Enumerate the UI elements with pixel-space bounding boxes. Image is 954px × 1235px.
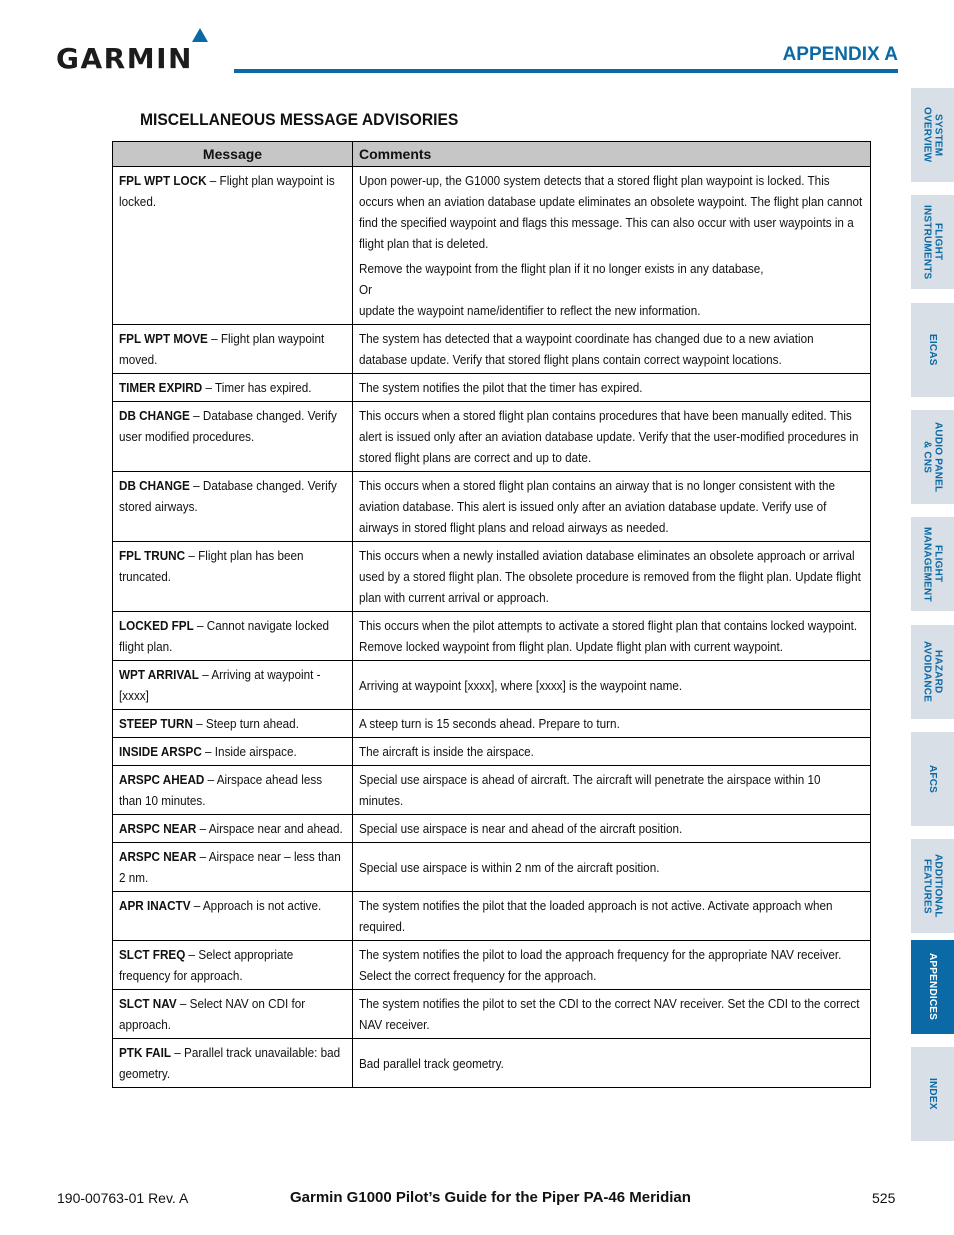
section-tab-afcs[interactable] [911,732,954,826]
table-row [113,472,871,542]
message-cell: DB CHANGE – Database changed. Verify user modified procedures. [113,402,353,472]
section-tab-audio-panel-cns[interactable] [911,410,954,504]
message-cell: FPL WPT LOCK – Flight plan waypoint is locked. [113,167,353,325]
comment-cell [353,766,871,815]
comment-paragraph: This occurs when the pilot attempts to activate a stored flight plan that contains locked waypoint. Remove locked waypoint from flight plan. Update flight plan with current waypoint. [359,618,858,654]
message-description: Database changed. Verify user modified procedures. [119,408,337,444]
table-row [113,941,871,990]
comment-paragraph: This occurs when a newly installed aviation database eliminates an obsolete approach or arrival used by a stored flight plan. The obsolete procedure is removed from the flight plan. Update flight plan with current arrival or approach. [359,548,861,605]
table-row [113,892,871,941]
section-tab-label: APPENDICES [927,953,938,1021]
message-code: FPL WPT MOVE [119,331,208,346]
table-row [113,815,871,843]
message-cell: DB CHANGE – Database changed. Verify stored airways. [113,472,353,542]
section-tab-label: AUDIO PANEL & CNS [921,421,944,493]
message-code: DB CHANGE [119,408,190,423]
section-tab-label: HAZARD AVOIDANCE [921,641,944,703]
message-description: Select NAV on CDI for approach. [119,996,306,1032]
table-header-row [113,142,871,167]
message-description: Approach is not active. [202,898,322,913]
message-cell: SLCT NAV – Select NAV on CDI for approach. [113,990,353,1039]
message-code: SLCT FREQ [119,947,186,962]
comment-cell [353,661,871,710]
message-code: ARSPC NEAR [119,821,197,836]
message-cell: PTK FAIL – Parallel track unavailable: bad geometry. [113,1039,353,1088]
comment-paragraph: The system notifies the pilot to load the approach frequency for the appropriate NAV receiver. Select the correct frequency for the approach. [359,947,842,983]
comment-paragraph: This occurs when a stored flight plan contains an airway that is no longer consistent with the aviation database. This alert is issued only after an aviation database update. Verify use of airways in stored flight plans and reload airways as needed. [359,478,836,535]
comment-paragraph: This occurs when a stored flight plan contains procedures that have been manually edited. This alert is issued only after an aviation database update. Verify that the user-modified procedures in stored flight plans are correct and up to date. [359,408,859,465]
section-tab-label: ADDITIONAL FEATURES [921,854,944,918]
comment-cell [353,542,871,612]
comment-paragraph: The system notifies the pilot that the loaded approach is not active. Activate approach when required. [359,898,833,934]
section-tab-eicas[interactable] [911,303,954,397]
section-tab-system-overview[interactable] [911,88,954,182]
column-header-comments: Comments [353,142,871,167]
message-description: Database changed. Verify stored airways. [119,478,337,514]
message-description: Cannot navigate locked flight plan. [119,618,330,654]
comment-paragraph: Upon power-up, the G1000 system detects that a stored flight plan waypoint is locked. This occurs when an aviation database update eliminates an obsolete waypoint. The flight plan cannot find the specified waypoint and flags this message. This can also occur with user waypoints in a flight plan that is deleted. [359,173,863,251]
comment-cell [353,612,871,661]
message-description: Airspace near and ahead. [208,821,343,836]
message-description: Select appropriate frequency for approach. [119,947,294,983]
comment-cell [353,738,871,766]
section-tab-label: SYSTEM OVERVIEW [921,107,944,163]
message-description: Inside airspace. [214,744,297,759]
section-tab-flight-management[interactable] [911,517,954,611]
message-cell: ARSPC NEAR – Airspace near and ahead. [113,815,353,843]
comment-paragraph: The system notifies the pilot that the timer has expired. [359,380,643,395]
comment-cell [353,1039,871,1088]
garmin-logo [56,28,221,78]
section-tab-hazard-avoidance[interactable] [911,625,954,719]
table-row [113,710,871,738]
table-row [113,402,871,472]
comment-cell [353,472,871,542]
table-row [113,843,871,892]
table-row [113,167,871,325]
footer-doc-number: 190-00763-01 Rev. A [57,1190,189,1206]
message-description: Flight plan waypoint is locked. [119,173,335,209]
message-code: PTK FAIL [119,1045,172,1060]
section-tab-label: INDEX [927,1078,938,1110]
message-description: Arriving at waypoint -[xxxx] [119,667,321,703]
message-description: Steep turn ahead. [205,716,299,731]
message-cell: FPL TRUNC – Flight plan has been truncated. [113,542,353,612]
comment-paragraph: A steep turn is 15 seconds ahead. Prepare to turn. [359,716,620,731]
table-row [113,542,871,612]
logo-triangle-icon [192,28,208,42]
comment-paragraph: The system notifies the pilot to set the CDI to the correct NAV receiver. Set the CDI to the correct NAV receiver. [359,996,860,1032]
message-description: Flight plan has been truncated. [119,548,304,584]
message-cell: WPT ARRIVAL – Arriving at waypoint -[xxxx] [113,661,353,710]
comment-cell [353,167,871,325]
message-cell: ARSPC NEAR – Airspace near – less than 2 nm. [113,843,353,892]
comment-paragraph: The system has detected that a waypoint coordinate has changed due to a new aviation database update. Verify that stored flight plans contain correct waypoint locations. [359,331,814,367]
table-row [113,766,871,815]
message-code: SLCT NAV [119,996,177,1011]
message-code: TIMER EXPIRD [119,380,203,395]
message-cell: LOCKED FPL – Cannot navigate locked flight plan. [113,612,353,661]
comment-cell [353,843,871,892]
logo-text: GARMIN [56,42,193,75]
message-description: Airspace near – less than 2 nm. [119,849,341,885]
message-cell: FPL WPT MOVE – Flight plan waypoint moved. [113,325,353,374]
table-row [113,1039,871,1088]
message-description: Timer has expired. [215,380,312,395]
comment-cell [353,990,871,1039]
table-body [113,167,871,1088]
comment-paragraph: Special use airspace is within 2 nm of the aircraft position. [359,859,660,875]
appendix-title: APPENDIX A [782,44,898,65]
comment-paragraph: The aircraft is inside the airspace. [359,744,534,759]
section-tab-index[interactable] [911,1047,954,1141]
comment-cell [353,402,871,472]
section-tab-label: AFCS [927,764,938,794]
message-description: Parallel track unavailable: bad geometry. [119,1045,341,1081]
message-code: FPL TRUNC [119,548,186,563]
message-code: WPT ARRIVAL [119,667,199,682]
message-cell: SLCT FREQ – Select appropriate frequency for approach. [113,941,353,990]
message-cell: ARSPC AHEAD – Airspace ahead less than 10 minutes. [113,766,353,815]
section-tab-flight-instruments[interactable] [911,195,954,289]
message-code: ARSPC NEAR [119,849,197,864]
message-code: APR INACTV [119,898,191,913]
message-cell: TIMER EXPIRD – Timer has expired. [113,374,353,402]
table-row [113,374,871,402]
message-code: DB CHANGE [119,478,190,493]
message-code: FPL WPT LOCK [119,173,207,188]
message-cell: APR INACTV – Approach is not active. [113,892,353,941]
comment-cell [353,374,871,402]
comment-cell [353,325,871,374]
table-row [113,612,871,661]
table-row [113,661,871,710]
section-tabs-sidebar [911,88,954,1143]
table-row [113,738,871,766]
comment-paragraph: Arriving at waypoint [xxxx], where [xxxx] is the waypoint name. [359,677,683,693]
message-advisories-table [112,141,871,1088]
message-cell: STEEP TURN – Steep turn ahead. [113,710,353,738]
message-code: ARSPC AHEAD [119,772,205,787]
comment-cell [353,815,871,843]
message-description: Flight plan waypoint moved. [119,331,325,367]
section-tab-appendices[interactable] [911,940,954,1034]
comment-paragraph: Remove the waypoint from the flight plan if it no longer exists in any database, Or update the waypoint name/identifier to reflect the new information. [359,261,764,318]
comment-cell [353,941,871,990]
column-header-message: Message [113,142,353,167]
message-code: LOCKED FPL [119,618,194,633]
message-code: STEEP TURN [119,716,193,731]
comment-cell [353,710,871,738]
message-description: Airspace ahead less than 10 minutes. [119,772,323,808]
table-row [113,990,871,1039]
comment-cell [353,892,871,941]
section-tab-label: EICAS [927,334,938,366]
footer-title: Garmin G1000 Pilot’s Guide for the Piper PA-46 Meridian [290,1189,691,1206]
section-title: MISCELLANEOUS MESSAGE ADVISORIES [140,110,459,129]
section-tab-label: FLIGHT INSTRUMENTS [921,204,944,280]
section-tab-label: FLIGHT MANAGEMENT [921,526,944,602]
table-row [113,325,871,374]
message-code: INSIDE ARSPC [119,744,202,759]
comment-paragraph: Bad parallel track geometry. [359,1055,504,1071]
comment-paragraph: Special use airspace is near and ahead of the aircraft position. [359,821,683,836]
message-cell: INSIDE ARSPC – Inside airspace. [113,738,353,766]
section-tab-additional-features[interactable] [911,839,954,933]
comment-paragraph: Special use airspace is ahead of aircraft. The aircraft will penetrate the airspace within 10 minutes. [359,772,821,808]
header-rule [234,69,898,73]
footer-page-number: 525 [872,1190,896,1206]
